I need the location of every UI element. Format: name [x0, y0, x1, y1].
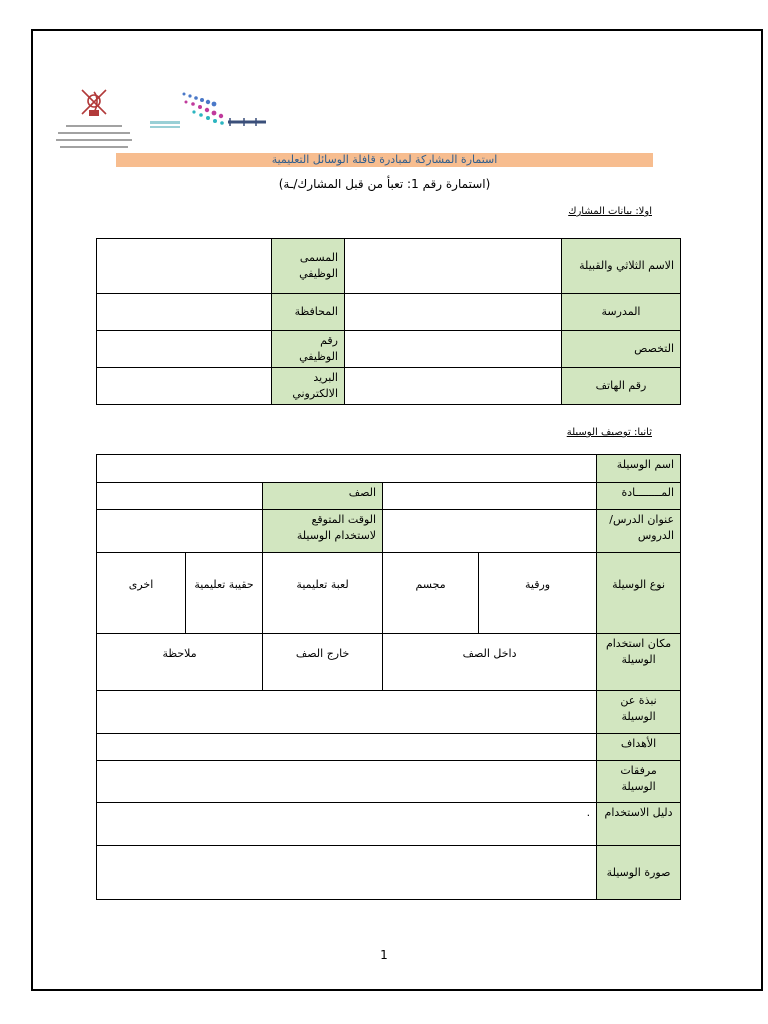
- label-expected-time: الوقت المتوقع لاستخدام الوسيلة: [263, 510, 383, 553]
- option-outside-class[interactable]: خارج الصف: [263, 634, 383, 691]
- field-lesson-title[interactable]: [383, 510, 597, 553]
- table-row: [97, 634, 681, 691]
- participant-data-table: [96, 238, 681, 405]
- label-about-tool: نبذة عن الوسيلة: [597, 691, 681, 734]
- option-model[interactable]: مجسم: [383, 553, 479, 634]
- field-specialization[interactable]: [345, 331, 562, 368]
- field-tool-image[interactable]: [97, 846, 597, 900]
- label-job-title: المسمى الوظيفي: [272, 239, 345, 294]
- tool-description-table: [96, 454, 681, 900]
- table-row: [97, 483, 681, 510]
- ministry-logo: [52, 86, 136, 152]
- label-grade: الصف: [263, 483, 383, 510]
- table-row: [97, 331, 681, 368]
- field-employee-number[interactable]: [97, 331, 272, 368]
- label-full-name: الاسم الثلاثي والقبيلة: [562, 239, 681, 294]
- field-about-tool[interactable]: [97, 691, 597, 734]
- label-tool-image: صورة الوسيلة: [597, 846, 681, 900]
- label-subject: المــــــــادة: [597, 483, 681, 510]
- form-subtitle: (استمارة رقم 1: تعبأ من قبل المشارك/ـة): [278, 177, 491, 191]
- label-usage-guide: دليل الاستخدام: [597, 803, 681, 846]
- table-row: [97, 455, 681, 483]
- table-row: [97, 734, 681, 761]
- table-row: [97, 846, 681, 900]
- option-other[interactable]: اخرى: [97, 553, 186, 634]
- field-email[interactable]: [97, 368, 272, 405]
- label-governorate: المحافظة: [272, 294, 345, 331]
- label-specialization: التخصص: [562, 331, 681, 368]
- field-phone[interactable]: [345, 368, 562, 405]
- table-row: [97, 294, 681, 331]
- table-row: [97, 803, 681, 846]
- field-governorate[interactable]: [97, 294, 272, 331]
- table-row: [97, 368, 681, 405]
- field-grade[interactable]: [97, 483, 263, 510]
- label-tool-type: نوع الوسيلة: [597, 553, 681, 634]
- label-attachments: مرفقات الوسيلة: [597, 761, 681, 803]
- field-usage-guide[interactable]: .: [97, 803, 597, 846]
- field-full-name[interactable]: [345, 239, 562, 294]
- section1-heading: اولا: بيانات المشارك: [568, 206, 652, 217]
- field-subject[interactable]: [383, 483, 597, 510]
- option-paper[interactable]: ورقية: [479, 553, 597, 634]
- form-title: استمارة المشاركة لمبادرة قافلة الوسائل التعليمية: [116, 153, 653, 167]
- option-inside-class[interactable]: داخل الصف: [383, 634, 597, 691]
- label-school: المدرسة: [562, 294, 681, 331]
- label-lesson-title: عنوان الدرس/ الدروس: [597, 510, 681, 553]
- field-expected-time[interactable]: [97, 510, 263, 553]
- field-attachments[interactable]: [97, 761, 597, 803]
- field-job-title[interactable]: [97, 239, 272, 294]
- section2-heading: ثانيا: توصيف الوسيلة: [566, 427, 652, 438]
- option-educational-kit[interactable]: حقيبة تعليمية: [186, 553, 263, 634]
- table-row: [97, 761, 681, 803]
- table-row: [97, 691, 681, 734]
- page-number: 1: [380, 948, 388, 962]
- option-educational-game[interactable]: لعبة تعليمية: [263, 553, 383, 634]
- label-tool-name: اسم الوسيلة: [597, 455, 681, 483]
- field-tool-name[interactable]: [97, 455, 597, 483]
- table-row: [97, 553, 681, 634]
- label-note: ملاحظة: [97, 634, 263, 691]
- table-row: [97, 510, 681, 553]
- field-school[interactable]: [345, 294, 562, 331]
- label-phone: رقم الهاتف: [562, 368, 681, 405]
- table-row: [97, 239, 681, 294]
- label-usage-place: مكان استخدام الوسيلة: [597, 634, 681, 691]
- field-goals[interactable]: [97, 734, 597, 761]
- label-email: البريد الالكتروني: [272, 368, 345, 405]
- portal-logo: [148, 88, 272, 134]
- label-goals: الأهداف: [597, 734, 681, 761]
- label-employee-number: رقم الوظيفي: [272, 331, 345, 368]
